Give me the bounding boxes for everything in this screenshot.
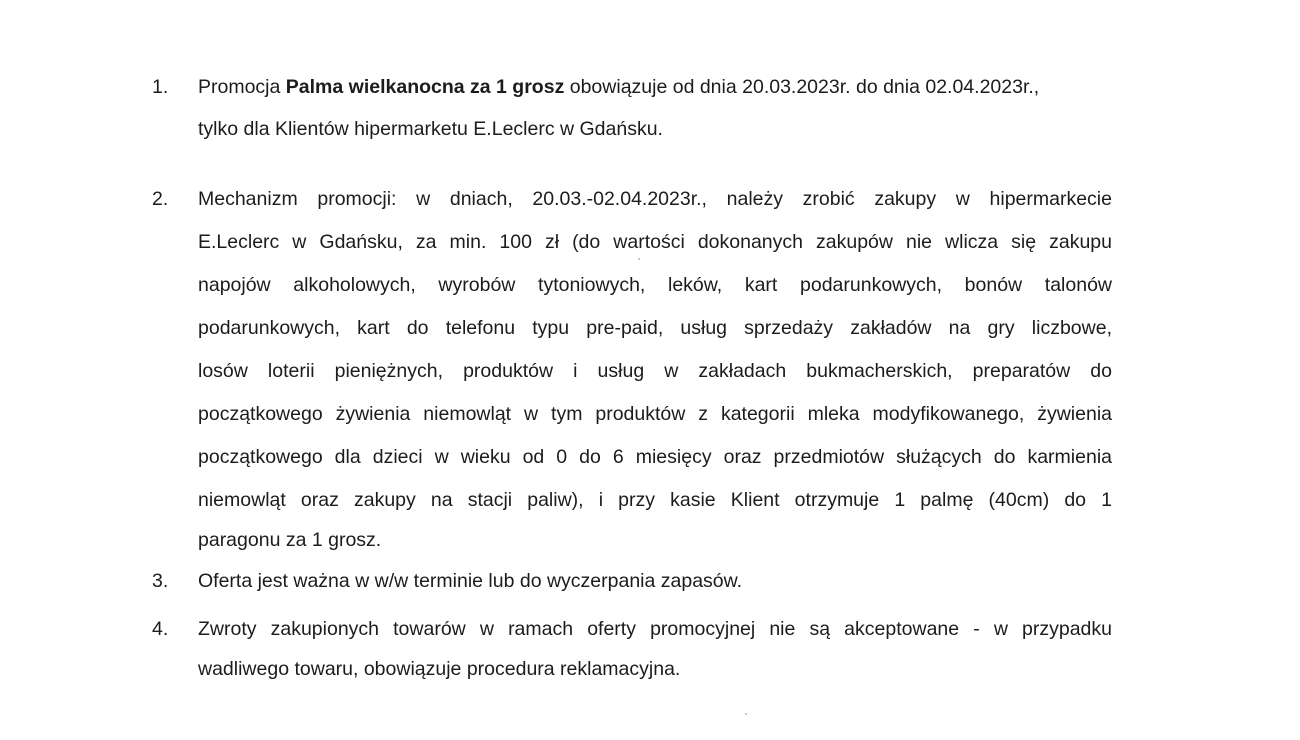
- item-1-text-after: obowiązuje od dnia 20.03.2023r. do dnia 02.04.2023r.,: [564, 76, 1040, 98]
- item-4-line: wadliwego towaru, obowiązuje procedura reklamacyjna.: [198, 658, 681, 680]
- promotion-name: Palma wielkanocna za 1 grosz: [285, 76, 565, 98]
- scan-speck: [745, 713, 747, 715]
- item-2-line: E.Leclerc w Gdańsku, za min. 100 zł (do wartości dokonanych zakupów nie wlicza się zakupu: [198, 231, 1112, 253]
- item-1-text-before: Promocja: [198, 76, 286, 98]
- item-2-line: niemowląt oraz zakupy na stacji paliw), i przy kasie Klient otrzymuje 1 palmę (40cm) do 1: [198, 489, 1112, 511]
- item-4-line: Zwroty zakupionych towarów w ramach oferty promocyjnej nie są akceptowane - w przypadku: [198, 618, 1112, 640]
- item-2-line: Mechanizm promocji: w dniach, 20.03.-02.04.2023r., należy zrobić zakupy w hipermarkecie: [198, 188, 1112, 210]
- item-1-line-2: tylko dla Klientów hipermarketu E.Leclerc w Gdańsku.: [198, 118, 663, 140]
- item-2-line: podarunkowych, kart do telefonu typu pre-paid, usług sprzedaży zakładów na gry liczbowe,: [198, 317, 1112, 339]
- item-2-line: losów loterii pieniężnych, produktów i usług w zakładach bukmacherskich, preparatów do: [198, 360, 1112, 382]
- item-number: 3.: [152, 570, 169, 592]
- item-2-line: początkowego dla dzieci w wieku od 0 do 6 miesięcy oraz przedmiotów służących do karmienia: [198, 446, 1112, 468]
- item-number: 4.: [152, 618, 169, 640]
- item-2-line: początkowego żywienia niemowląt w tym produktów z kategorii mleka modyfikowanego, żywienia: [198, 403, 1112, 425]
- item-3-line: Oferta jest ważna w w/w terminie lub do wyczerpania zapasów.: [198, 570, 743, 592]
- item-1-line-1: [198, 75, 1112, 99]
- item-2-line: napojów alkoholowych, wyrobów tytoniowych, leków, kart podarunkowych, bonów talonów: [198, 274, 1112, 296]
- scan-speck: [638, 258, 640, 260]
- item-number: 1.: [152, 76, 169, 98]
- item-2-line: paragonu za 1 grosz.: [198, 529, 382, 551]
- item-number: 2.: [152, 188, 169, 210]
